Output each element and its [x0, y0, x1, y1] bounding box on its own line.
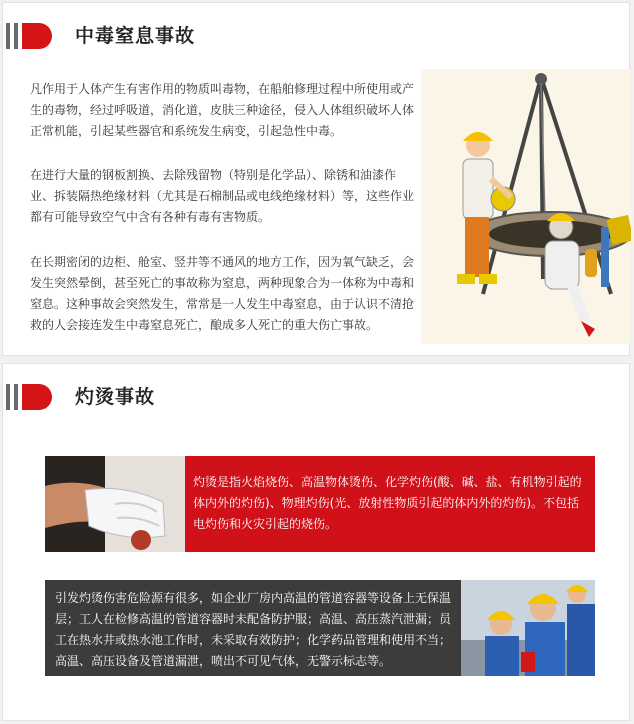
section-burns: [2, 363, 630, 721]
header-bars-icon: [6, 23, 66, 49]
hazard-sources-box: [45, 580, 595, 676]
section-header: [3, 364, 403, 428]
confined-space-rescue-illustration: [421, 69, 631, 344]
hazard-sources-text: 引发灼烫伤害危险源有很多，如企业厂房内高温的管道容器等设备上无保温层；工人在检修高温的管道容器时未配备防护服；高温、高压蒸汽泄漏；员工在热水井或热水池工作时，未采取有效防护；化学药品管理和使用不当；高温、高压设备及管道漏泄，喷出不可见气体，无警示标志等。: [55, 591, 452, 668]
section-poisoning: [2, 2, 630, 356]
bandaged-hand-photo: [45, 456, 185, 552]
workers-in-hardhats-photo: [461, 580, 595, 676]
paragraph: 凡作用于人体产生有害作用的物质叫毒物，在船舶修理过程中所使用或产生的毒物，经过呼吸道，消化道，皮肤三种途径，侵入人体组织破坏人体正常机能，引起某些器官和系统发生病变，引起急性中毒。: [30, 82, 415, 138]
section-title: 中毒窒息事故: [75, 25, 196, 47]
definition-text: 灼烫是指火焰烧伤、高温物体烫伤、化学灼伤(酸、碱、盐、有机物引起的体内外的灼伤)、物理灼伤(光、放射性物质引起的体内外的灼伤)。不包括电灼伤和火灾引起的烧伤。: [193, 475, 582, 531]
definition-box: [45, 456, 595, 552]
section-title: 灼烫事故: [75, 386, 156, 408]
paragraph: 在进行大量的钢板割换、去除残留物（特别是化学品）、除锈和油漆作业、拆装隔热绝缘材料（尤其是石棉制品或电线绝缘材料）等，这些作业都有可能导致空气中含有各种有毒有害物质。: [30, 168, 415, 224]
section-header: [3, 3, 403, 67]
header-bars-icon: [6, 384, 66, 410]
paragraph: 在长期密闭的边柜、舱室、竖井等不通风的地方工作，因为氧气缺乏，会发生突然晕倒，甚至死亡的事故称为窒息，两种现象合为一体称为中毒和窒息。这种事故会突然发生，常常是一人发生中毒窒息，由于认识不清抢救的人会接连发生中毒窒息死亡，酿成多人死亡的重大伤亡事故。: [30, 255, 415, 332]
